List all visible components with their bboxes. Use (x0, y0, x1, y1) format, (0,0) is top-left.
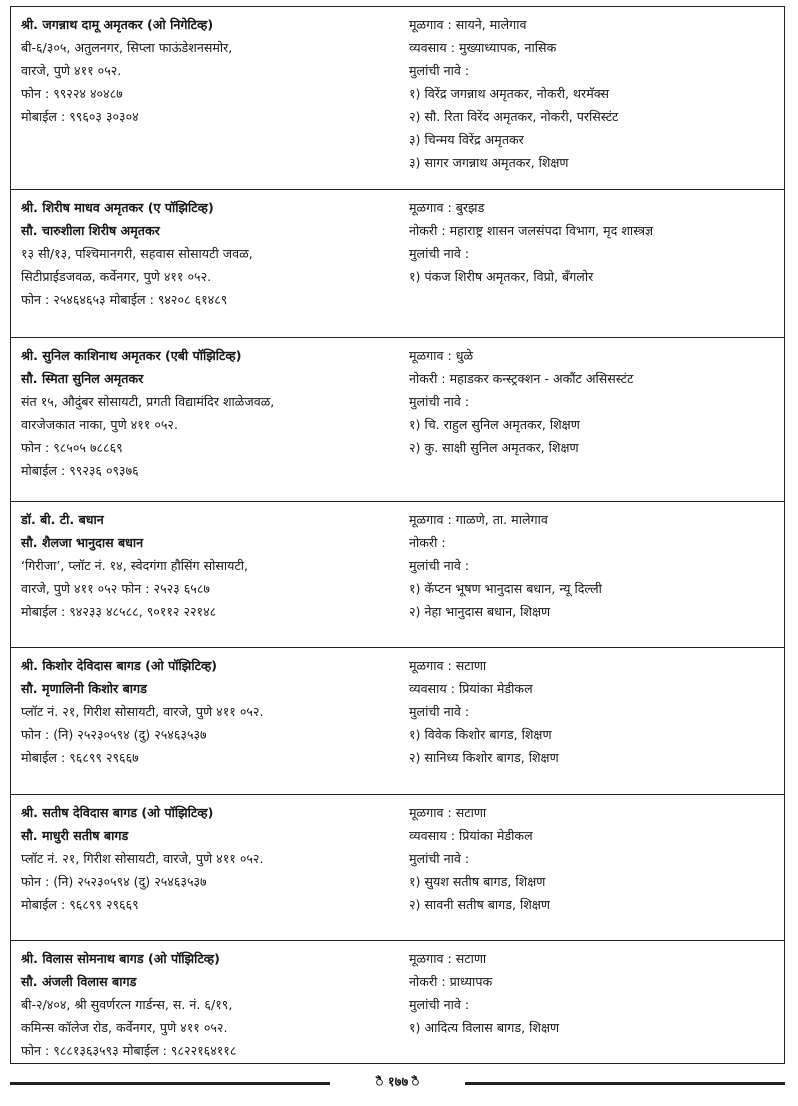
entry-contact (21, 13, 406, 128)
contact-line: मोबाईल : ९४२३३ ४८५८८, ९०११२ २२१४८ (21, 604, 217, 619)
person-name: श्री. जगन्नाथ दामू अमृतकर (ओ निगेटिव्ह) (21, 17, 214, 32)
person-name: डॉ. बी. टी. बधान (21, 512, 104, 527)
contact-line: प्लॉट नं. २१, गिरीश सोसायटी, वारजे, पुणे ४११ ०५२. (21, 851, 264, 866)
contact-line: कमिन्स कॉलेज रोड, कर्वेनगर, पुणे ४११ ०५२. (21, 1020, 228, 1035)
contact-line: फोन : (नि) २५२३०५९४ (दु) २५४६३५३७ (21, 874, 207, 889)
detail-line: मुलांची नावे : (409, 246, 470, 261)
detail-line: २) सावनी सतीष बागड, शिक्षण (409, 897, 550, 912)
detail-line: मुलांची नावे : (409, 394, 470, 409)
detail-line: मुलांची नावे : (409, 63, 470, 78)
detail-line: १) विरेंद्र जगन्नाथ अमृतकर, नोकरी, थरमॅक्स (409, 86, 610, 101)
detail-line: नोकरी : (409, 535, 446, 550)
detail-line: मूळगाव : सायने, मालेगाव (409, 17, 527, 32)
entry-contact (21, 508, 406, 623)
entry-contact (21, 196, 406, 311)
detail-line: १) पंकज शिरीष अमृतकर, विप्रो, बँगलोर (409, 269, 594, 284)
entry-contact (21, 344, 406, 482)
entry-contact (21, 654, 406, 769)
directory-entry (11, 648, 784, 795)
detail-line: मूळगाव : सटाणा (409, 658, 487, 673)
detail-line: व्यवसाय : प्रियांका मेडीकल (409, 828, 533, 843)
detail-line: मूळगाव : सटाणा (409, 805, 487, 820)
contact-line: ‘गिरीजा’, प्लॉट नं. १४, स्वेदगंगा हौसिंग सोसायटी, (21, 558, 249, 573)
person-name: श्री. किशोर देविदास बागड (ओ पॉझिटिव्ह) (21, 658, 218, 673)
detail-line: व्यवसाय : मुख्याध्यापक, नासिक (409, 40, 557, 55)
detail-line: १) विवेक किशोर बागड, शिक्षण (409, 727, 552, 742)
contact-line: १३ सी/१३, पश्चिमानगरी, सहवास सोसायटी जवळ, (21, 246, 253, 261)
directory-table (10, 6, 785, 1064)
detail-line: १) कॅप्टन भूषण भानुदास बधान, न्यू दिल्ली (409, 581, 602, 596)
person-name: सौ. चारुशीला शिरीष अमृतकर (21, 223, 160, 238)
directory-entry (11, 502, 784, 648)
detail-line: मूळगाव : धुळे (409, 348, 474, 363)
entry-details (409, 947, 779, 1039)
contact-line: सिटीप्राईडजवळ, कर्वेनगर, पुणे ४११ ०५२. (21, 269, 212, 284)
person-name: सौ. शैलजा भानुदास बधान (21, 535, 144, 550)
entry-details (409, 13, 779, 174)
detail-line: १) चि. राहुल सुनिल अमृतकर, शिक्षण (409, 417, 580, 432)
detail-line: मुलांची नावे : (409, 997, 470, 1012)
person-name: श्री. शिरीष माधव अमृतकर (ए पॉझिटिव्ह) (21, 200, 214, 215)
person-name: श्री. सुनिल काशिनाथ अमृतकर (एबी पॉझिटिव्ह) (21, 348, 242, 363)
detail-line: मुलांची नावे : (409, 851, 470, 866)
entry-details (409, 654, 779, 769)
footer-rule-right (465, 1082, 785, 1085)
contact-line: फोन : ९९२२४ ४०४८७ (21, 86, 123, 101)
directory-entry (11, 795, 784, 941)
detail-line: ३) चिन्मय विरेंद्र अमृतकर (409, 132, 524, 147)
contact-line: मोबाईल : ९९६०३ ३०३०४ (21, 109, 139, 124)
detail-line: २) सौ. रिता विरेंद अमृतकर, नोकरी, परसिस्टंट (409, 109, 619, 124)
contact-line: मोबाईल : ९९२३६ ०९३७६ (21, 463, 139, 478)
detail-line: व्यवसाय : प्रियांका मेडीकल (409, 681, 533, 696)
person-name: श्री. विलास सोमनाथ बागड (ओ पॉझिटिव्ह) (21, 951, 220, 966)
entry-details (409, 801, 779, 916)
detail-line: २) कु. साक्षी सुनिल अमृतकर, शिक्षण (409, 440, 579, 455)
person-name: सौ. माधुरी सतीष बागड (21, 828, 129, 843)
detail-line: २) सानिध्य किशोर बागड, शिक्षण (409, 750, 559, 765)
directory-entry (11, 941, 784, 1065)
contact-line: मोबाईल : ९६८९९ २९६६७ (21, 750, 139, 765)
entry-contact (21, 947, 406, 1062)
detail-line: १) सुयश सतीष बागड, शिक्षण (409, 874, 546, 889)
page-number: ꣿ १७७ ꣿ (375, 1075, 420, 1090)
detail-line: ३) सागर जगन्नाथ अमृतकर, शिक्षण (409, 155, 569, 170)
person-name: सौ. मृणालिनी किशोर बागड (21, 681, 147, 696)
footer-rule-left (10, 1082, 330, 1085)
contact-line: संत १५, औदुंबर सोसायटी, प्रगती विद्यामंदिर शाळेजवळ, (21, 394, 275, 409)
page-footer (10, 1068, 785, 1098)
contact-line: फोन : (नि) २५२३०५९४ (दु) २५४६३५३७ (21, 727, 207, 742)
contact-line: वारजे, पुणे ४११ ०५२. (21, 63, 122, 78)
detail-line: २) नेहा भानुदास बधान, शिक्षण (409, 604, 551, 619)
contact-line: बी-२/४०४, श्री सुवर्णरत्न गार्डन्स, स. नं. ६/१९, (21, 997, 233, 1012)
detail-line: नोकरी : महाडकर कन्स्ट्रक्शन - अकौंट असिसस्टंट (409, 371, 634, 386)
contact-line: फोन : ९८८१३६३५९३ मोबाईल : ९८२२१६४११८ (21, 1043, 237, 1058)
detail-line: १) आदित्य विलास बागड, शिक्षण (409, 1020, 560, 1035)
entry-details (409, 508, 779, 623)
entry-details (409, 196, 779, 288)
detail-line: मूळगाव : गाळणे, ता. मालेगाव (409, 512, 548, 527)
person-name: सौ. अंजली विलास बागड (21, 974, 137, 989)
person-name: श्री. सतीष देविदास बागड (ओ पॉझिटिव्ह) (21, 805, 214, 820)
contact-line: वारजेजकात नाका, पुणे ४११ ०५२. (21, 417, 178, 432)
contact-line: प्लॉट नं. २१, गिरीश सोसायटी, वारजे, पुणे ४११ ०५२. (21, 704, 264, 719)
contact-line: बी-६/३०५, अतुलनगर, सिप्ला फाऊंडेशनसमोर, (21, 40, 233, 55)
detail-line: मुलांची नावे : (409, 704, 470, 719)
entry-details (409, 344, 779, 459)
directory-entry (11, 190, 784, 338)
directory-entry (11, 7, 784, 190)
detail-line: मूळगाव : सटाणा (409, 951, 487, 966)
person-name: सौ. स्मिता सुनिल अमृतकर (21, 371, 144, 386)
directory-entry (11, 338, 784, 502)
entry-contact (21, 801, 406, 916)
detail-line: मुलांची नावे : (409, 558, 470, 573)
contact-line: फोन : ९८५०५ ७८८६९ (21, 440, 123, 455)
detail-line: नोकरी : महाराष्ट्र शासन जलसंपदा विभाग, मृद शास्त्रज्ञ (409, 223, 654, 238)
detail-line: मूळगाव : बुरझड (409, 200, 485, 215)
detail-line: नोकरी : प्राध्यापक (409, 974, 493, 989)
contact-line: मोबाईल : ९६८९९ २९६६९ (21, 897, 139, 912)
contact-line: वारजे, पुणे ४११ ०५२ फोन : २५२३ ६५८७ (21, 581, 210, 596)
contact-line: फोन : २५४६४६५३ मोबाईल : ९४२०८ ६१४८९ (21, 292, 228, 307)
